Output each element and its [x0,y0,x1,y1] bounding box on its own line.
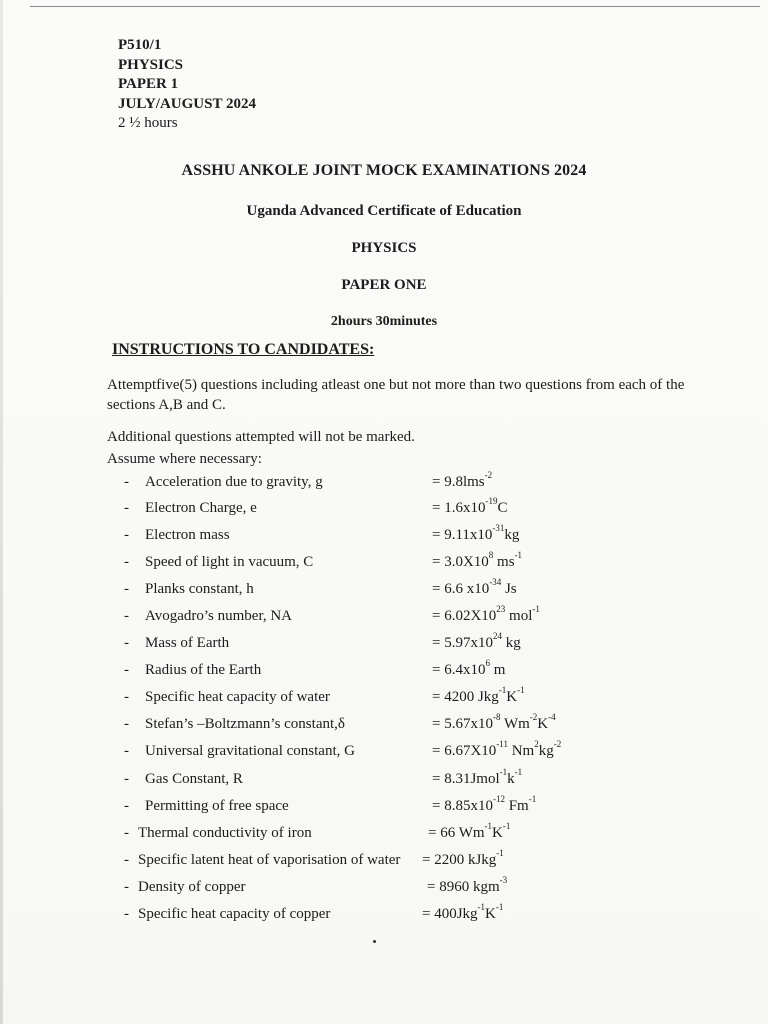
ink-dot [373,940,376,943]
instruction-assume: Assume where necessary: [107,451,262,467]
value-exponent: 23 [496,604,506,614]
value-text: = 9.11x10 [432,527,493,543]
value-exponent: -3 [499,875,508,885]
constant-value [432,658,506,679]
constant-row [0,767,768,793]
value-text: = 9.8lms [432,474,485,490]
paper-number: PAPER 1 [118,76,179,92]
value-exponent: -1 [502,821,511,831]
bullet-dash: - [124,798,129,814]
value-exponent: 6 [485,658,490,668]
value-text: = 5.67x10 [432,716,493,732]
constant-value [432,767,523,788]
value-text: kg [504,527,520,543]
constant-value [422,902,504,923]
constant-label: Mass of Earth [145,635,230,651]
instructions-heading: INSTRUCTIONS TO CANDIDATES: [112,341,375,358]
instruction-additional: Additional questions attempted will not be marked. [107,429,415,445]
value-exponent: -11 [496,739,508,749]
value-exponent: -1 [484,821,493,831]
constant-row [0,739,768,765]
bullet-dash: - [124,527,129,543]
constant-value [422,848,504,869]
value-text: = 6.4x10 [432,662,486,678]
constant-row [0,658,768,684]
constant-value [432,739,562,760]
constant-row [0,470,768,496]
bullet-dash: - [124,716,129,732]
value-text: kg [538,743,554,759]
paper-duration: 2 ½ hours [118,115,178,131]
time-allowed: 2hours 30minutes [330,314,438,329]
constant-label: Thermal conductivity of iron [138,825,312,841]
value-exponent: -31 [492,523,505,533]
value-exponent: -8 [492,712,501,722]
bullet-dash: - [124,581,129,597]
bullet-dash: - [124,500,129,516]
value-text: mol [505,608,533,624]
paper-title: PAPER ONE [341,277,427,293]
value-exponent: -12 [492,794,505,804]
paper-session: JULY/AUGUST 2024 [118,95,256,112]
constant-value [432,470,493,491]
constant-value [432,631,521,652]
bullet-dash: - [124,689,129,705]
value-text: = 6.02X10 [432,608,497,624]
value-text: k [507,771,515,787]
bullet-dash: - [124,635,129,651]
constant-label: Specific latent heat of vaporisation of water [138,852,401,868]
value-exponent: -1 [499,767,508,777]
value-text: Wm [500,716,530,732]
constant-label: Permitting of free space [145,798,289,814]
value-exponent: 8 [488,550,494,560]
value-exponent: -4 [548,712,556,722]
bullet-dash: - [124,662,129,678]
constant-value [432,523,520,544]
value-text: = 5.97x10 [432,635,493,651]
value-text: = 3.0X10 [432,554,489,570]
constant-row [0,685,768,711]
value-text: = 66 Wm [428,825,485,841]
constant-row [0,712,768,738]
constant-row [0,631,768,657]
bullet-dash: - [124,879,129,895]
value-exponent: -34 [489,577,502,587]
constant-value [432,604,540,625]
paper-code: P510/1 [118,37,162,53]
value-exponent: -1 [528,794,537,804]
bullet-dash: - [124,906,129,922]
constant-label: Avogadro’s number, NA [145,608,293,624]
value-text: = 8.85x10 [432,798,493,814]
paper-subject: PHYSICS [118,56,184,73]
value-exponent: -1 [514,550,523,560]
constant-row [0,523,768,549]
value-exponent: -1 [517,685,525,695]
value-text: m [489,662,506,678]
constant-value [432,496,508,517]
bullet-dash: - [124,825,129,841]
constant-value [432,794,537,815]
value-text: K [485,906,496,922]
bullet-dash: - [124,743,129,759]
value-exponent: 24 [492,631,502,641]
constant-label: Acceleration due to gravity, g [145,474,323,490]
value-text: kg [501,635,521,651]
value-exponent: -1 [495,902,504,912]
constant-label: Density of copper [138,879,246,895]
subject-title: PHYSICS [351,240,417,256]
constant-value [432,550,523,571]
value-exponent: -1 [498,685,507,695]
constant-label: Radius of the Earth [145,662,262,678]
value-text: = 2200 kJkg [422,852,497,868]
value-exponent: -2 [529,712,538,722]
constant-label: Specific heat capacity of copper [138,906,331,922]
value-exponent: -1 [532,604,540,614]
constant-label: Specific heat capacity of water [145,689,330,705]
bullet-dash: - [124,608,129,624]
value-exponent: -1 [514,767,523,777]
constant-label: Stefan’s –Boltzmann’s constant,δ [145,716,345,732]
value-text: Nm [507,743,535,759]
constant-label: Electron mass [145,527,230,543]
value-text: Fm [504,798,529,814]
constant-row [0,794,768,820]
constant-label: Electron Charge, e [145,500,257,516]
value-text: K [492,825,503,841]
value-text: = 6.67X10 [432,743,497,759]
bullet-dash: - [124,474,129,490]
value-exponent: -1 [496,848,504,858]
value-text: = 8960 kgm [427,879,500,895]
constant-label: Universal gravitational constant, G [145,743,355,759]
constant-row [0,821,768,847]
constant-label: Speed of light in vacuum, C [145,554,314,570]
value-exponent: 2 [534,739,539,749]
value-text: ms [493,554,515,570]
constant-value [432,712,556,733]
constant-row [0,875,768,901]
constant-row [0,550,768,576]
constant-row [0,496,768,522]
certificate-title: Uganda Advanced Certificate of Education [246,203,522,219]
value-exponent: -2 [553,739,562,749]
constant-row [0,604,768,630]
constant-label: Gas Constant, R [145,771,243,787]
bullet-dash: - [124,852,129,868]
value-text: K [506,689,518,705]
constant-value [432,685,525,706]
value-text: = 4200 Jkg [432,689,499,705]
value-text: = 400Jkg [422,906,478,922]
bullet-dash: - [124,771,129,787]
page-top-edge [30,6,760,7]
constant-row [0,577,768,603]
instruction-attempt: Attemptfive(5) questions including atleast one but not more than two questions from each of the sections A,B and C. [107,377,685,413]
constant-value [428,821,511,842]
constant-row [0,902,768,928]
constant-label: Planks constant, h [145,581,254,597]
constant-value [432,577,517,598]
value-text: K [537,716,549,732]
constant-row [0,848,768,874]
value-text: = 1.6x10 [432,500,486,516]
constant-value [427,875,508,896]
value-text: = 8.31Jmol [432,771,500,787]
bullet-dash: - [124,554,129,570]
value-exponent: -2 [484,470,493,480]
value-text: C [497,500,508,516]
value-text: = 6.6 x10 [432,581,490,597]
exam-title: ASSHU ANKOLE JOINT MOCK EXAMINATIONS 2024 [181,162,587,179]
value-exponent: -1 [477,902,486,912]
value-exponent: -19 [485,496,498,506]
paper-header [118,36,256,134]
value-text: Js [501,581,517,597]
